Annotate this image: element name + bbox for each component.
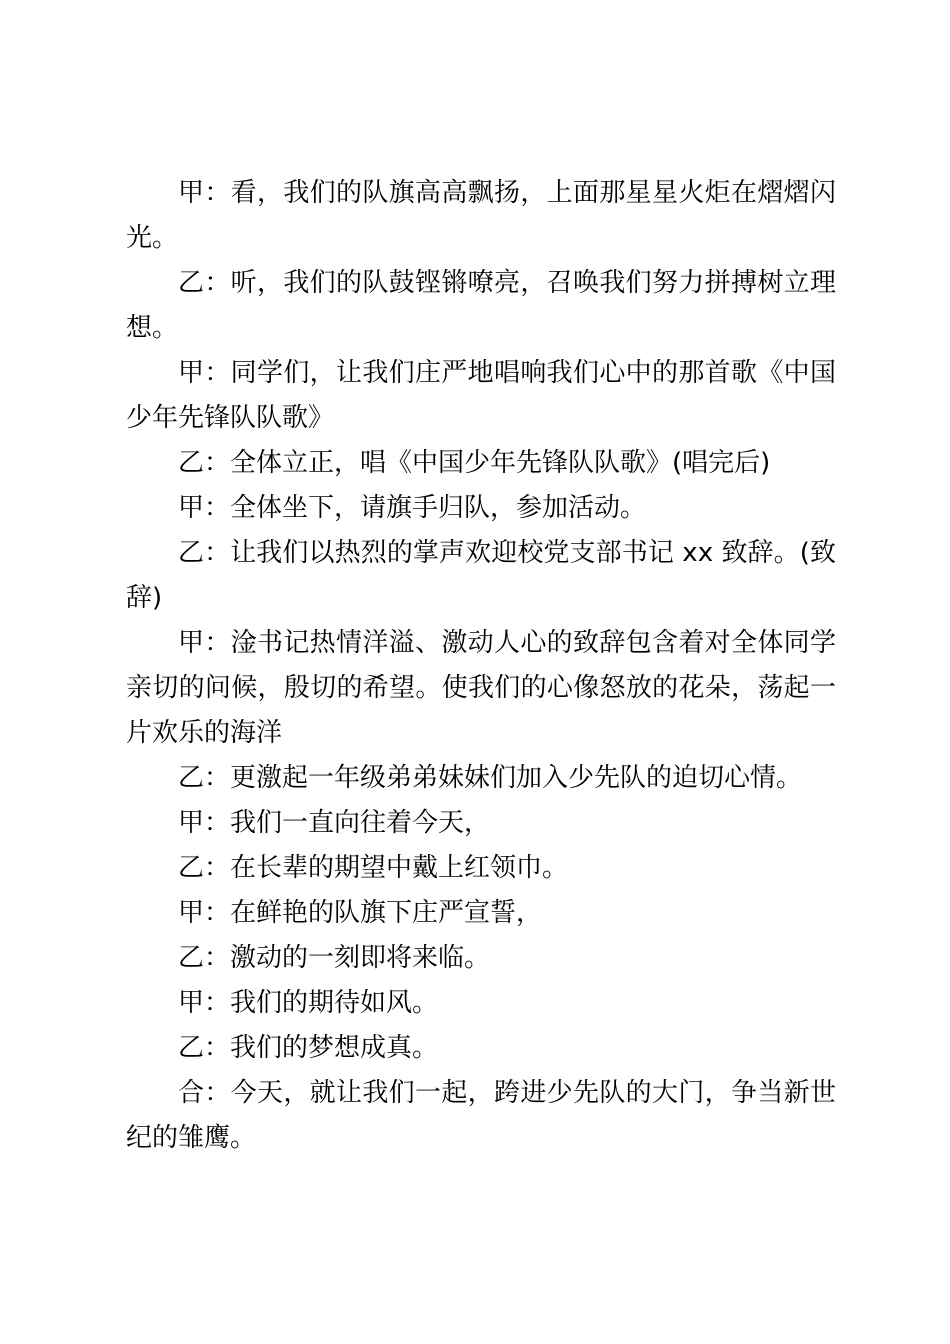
paragraph: 乙：激动的一刻即将来临。 (178, 943, 491, 973)
paragraph: 甲：在鲜艳的队旗下庄严宣誓， (178, 898, 543, 928)
paragraph: 乙：全体立正，唱《中国少年先锋队队歌》(唱完后) (178, 448, 771, 478)
paragraph: 乙：听，我们的队鼓铿锵嘹亮，召唤我们努力拼搏树立理想。 (126, 268, 836, 343)
paragraph: 甲：我们的期待如风。 (178, 988, 439, 1018)
paragraph: 甲：淦书记热情洋溢、激动人心的致辞包含着对全体同学亲切的问候，殷切的希望。使我们的心像怒放的花朵，荡起一片欢乐的海洋 (126, 628, 836, 748)
paragraph: 甲：同学们，让我们庄严地唱响我们心中的那首歌《中国少年先锋队队歌》 (126, 358, 836, 433)
document-body (126, 171, 836, 1161)
paragraph: 甲：看，我们的队旗高高飘扬，上面那星星火炬在熠熠闪光。 (126, 178, 836, 253)
paragraph: 乙：更激起一年级弟弟妹妹们加入少先队的迫切心情。 (178, 763, 803, 793)
paragraph: 甲：我们一直向往着今天， (178, 808, 491, 838)
paragraph: 乙：我们的梦想成真。 (178, 1033, 439, 1063)
paragraph: 乙：在长辈的期望中戴上红领巾。 (178, 853, 569, 883)
paragraph: 合：今天，就让我们一起，跨进少先队的大门，争当新世纪的雏鹰。 (126, 1078, 836, 1153)
paragraph: 乙：让我们以热烈的掌声欢迎校党支部书记 xx 致辞。(致辞) (126, 538, 836, 613)
paragraph: 甲：全体坐下，请旗手归队，参加活动。 (178, 493, 647, 523)
